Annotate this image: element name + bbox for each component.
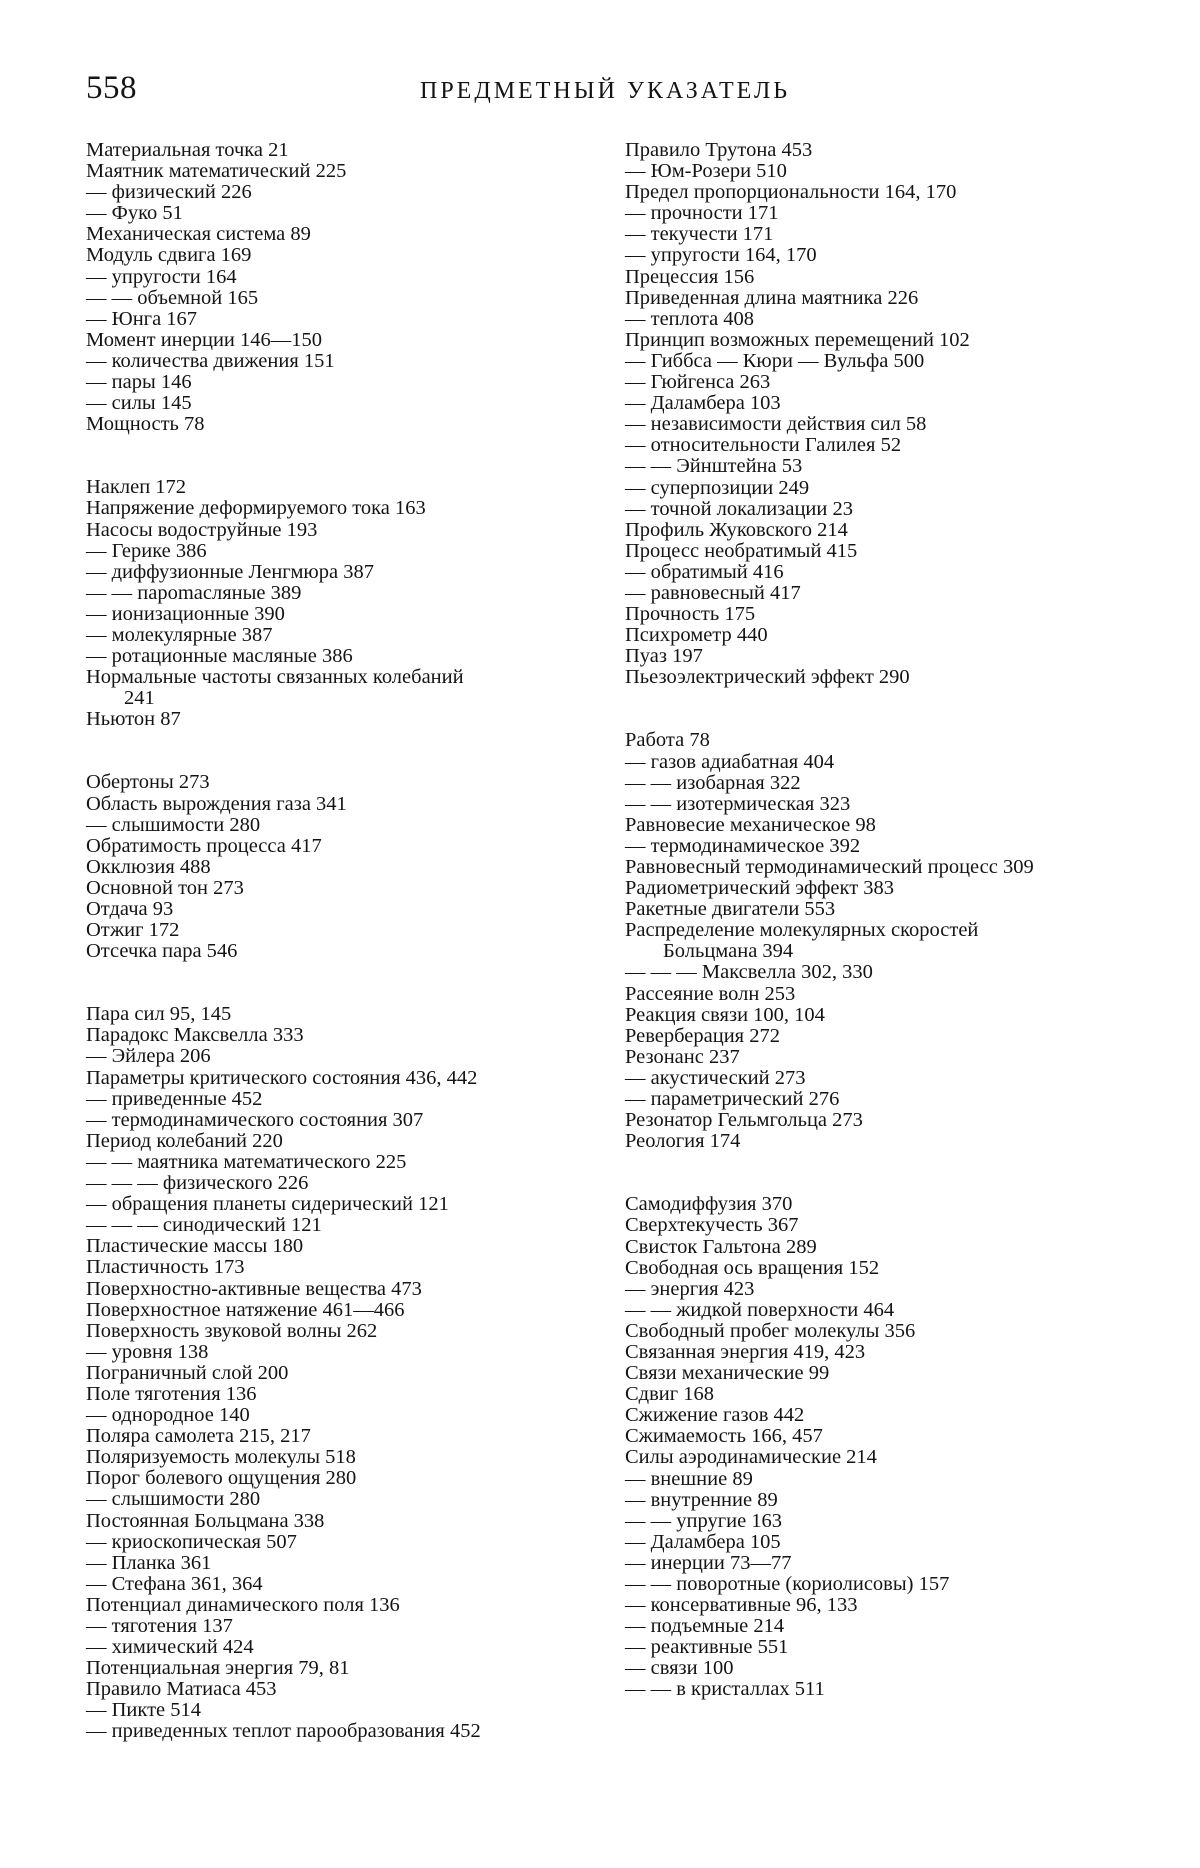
index-entry: — Даламбера 103 xyxy=(625,392,781,415)
index-entry: Пограничный слой 200 xyxy=(86,1361,289,1384)
index-entry: — — поворотные (кориолисовы) 157 xyxy=(625,1573,950,1595)
running-title: ПРЕДМЕТНЫЙ УКАЗАТЕЛЬ xyxy=(420,78,791,104)
index-entry: Сверхтекучесть 367 xyxy=(625,1214,799,1237)
index-entry: Механическая система 89 xyxy=(86,223,311,246)
index-entry: Поверхностно-активные вещества 473 xyxy=(86,1277,422,1300)
index-entry: Силы аэродинамические 214 xyxy=(625,1446,877,1469)
index-entry: Поляра самолета 215, 217 xyxy=(86,1425,311,1448)
index-entry: Парадокс Максвелла 333 xyxy=(86,1024,304,1047)
index-entry: — термодинамического состояния 307 xyxy=(86,1108,424,1131)
index-entry: Постоянная Больцмана 338 xyxy=(86,1509,325,1532)
index-entry: Отжиг 172 xyxy=(86,919,180,942)
index-entry: — упругости 164, 170 xyxy=(625,244,817,267)
index-entry: Пара сил 95, 145 xyxy=(86,1003,232,1026)
index-entry: — Юнга 167 xyxy=(86,307,198,330)
index-entry: Реакция связи 100, 104 xyxy=(625,1003,825,1026)
index-entry: Самодиффузия 370 xyxy=(625,1193,793,1216)
index-entry: — слышимости 280 xyxy=(86,813,261,836)
index-entry: — текучести 171 xyxy=(625,223,774,246)
index-entry: Период колебаний 220 xyxy=(86,1129,283,1152)
index-entry: — независимости действия сил 58 xyxy=(625,413,927,436)
index-entry: — — — Максвелла 302, 330 xyxy=(625,961,873,984)
index-entry: Обертоны 273 xyxy=(86,771,210,794)
index-entry: — диффузионные Ленгмюра 387 xyxy=(86,560,374,583)
index-entry: Нормальные частоты связанных колебаний xyxy=(86,666,464,689)
index-entry: Радиометрический эффект 383 xyxy=(625,877,895,900)
index-entry: — равновесный 417 xyxy=(625,581,801,604)
index-entry: Процесс необратимый 415 xyxy=(625,539,858,562)
index-entry: Порог болевого ощущения 280 xyxy=(86,1467,357,1490)
index-entry: — внешние 89 xyxy=(625,1467,753,1490)
index-entry: — — объемной 165 xyxy=(86,286,259,309)
index-entry: — Юм-Розери 510 xyxy=(625,160,787,183)
index-entry: — связи 100 xyxy=(625,1657,734,1680)
index-entry: Равновесный термодинамический процесс 309 xyxy=(625,856,1034,878)
index-entry: Потенциальная энергия 79, 81 xyxy=(86,1657,350,1680)
index-entry: Связанная энергия 419, 423 xyxy=(625,1340,866,1363)
index-entry: — — в кристаллах 511 xyxy=(625,1678,825,1701)
index-entry: — — жидкой поверхности 464 xyxy=(625,1298,895,1321)
index-entry: Область вырождения газа 341 xyxy=(86,792,347,815)
index-entry: Пуаз 197 xyxy=(625,645,703,668)
index-entry: Основной тон 273 xyxy=(86,876,244,899)
index-entry: Прецессия 156 xyxy=(625,265,755,288)
index-entry: — — Эйнштейна 53 xyxy=(625,455,803,478)
index-entry: Распределение молекулярных скоростей xyxy=(625,919,979,942)
index-section-o xyxy=(86,772,606,962)
index-entry: Свободная ось вращения 152 xyxy=(625,1256,880,1279)
index-entry: Ракетные двигатели 553 xyxy=(625,898,836,921)
index-entry: — Планка 361 xyxy=(86,1551,212,1574)
index-entry: — внутренние 89 xyxy=(625,1488,778,1511)
index-entry: Обратимость процесса 417 xyxy=(86,834,322,857)
index-entry: Свободный пробег молекулы 356 xyxy=(625,1319,916,1342)
index-entry: — однородное 140 xyxy=(86,1404,250,1427)
index-entry: — Фуко 51 xyxy=(86,202,183,225)
index-entry: — консервативные 96, 133 xyxy=(625,1594,858,1617)
index-entry: — относительности Галилея 52 xyxy=(625,434,902,457)
index-entry: — — изотермическая 323 xyxy=(625,792,851,815)
index-entry: — инерции 73—77 xyxy=(625,1551,792,1574)
index-entry: — уровня 138 xyxy=(86,1340,209,1363)
index-entry: — обратимый 416 xyxy=(625,560,784,583)
index-entry: — теплота 408 xyxy=(625,307,755,330)
index-section-n xyxy=(86,477,606,730)
index-entry: Пьезоэлектрический эффект 290 xyxy=(625,666,910,689)
index-entry: — ротационные масляные 386 xyxy=(86,645,353,668)
index-section-s xyxy=(625,1194,1145,1700)
index-entry: — — пароmасляные 389 xyxy=(86,581,302,604)
index-entry: Резонатор Гельмгольца 273 xyxy=(625,1109,863,1132)
index-entry: — физический 226 xyxy=(86,181,252,204)
index-entry: — реактивные 551 xyxy=(625,1636,789,1659)
left-column xyxy=(86,140,606,1743)
index-entry: Ньютон 87 xyxy=(86,708,181,731)
index-entry: — подъемные 214 xyxy=(625,1615,785,1638)
index-entry: Сжижение газов 442 xyxy=(625,1404,805,1427)
index-entry: — — — синодический 121 xyxy=(86,1214,322,1237)
index-entry: — приведенные 452 xyxy=(86,1087,263,1110)
index-entry: — ионизационные 390 xyxy=(86,602,285,625)
index-entry: Насосы водоструйные 193 xyxy=(86,518,318,541)
index-entry: — Пикте 514 xyxy=(86,1699,202,1722)
index-entry: Принцип возможных перемещений 102 xyxy=(625,328,970,351)
page-number: 558 xyxy=(86,70,137,106)
index-section-p-continued xyxy=(625,140,1145,688)
index-entry: — упругости 164 xyxy=(86,265,237,288)
index-entry: — параметрический 276 xyxy=(625,1088,840,1111)
index-entry: Правило Матиаса 453 xyxy=(86,1678,277,1701)
index-entry: Наклеп 172 xyxy=(86,476,187,499)
index-entry: Поверхностное натяжение 461—466 xyxy=(86,1298,405,1321)
index-entry: Прочность 175 xyxy=(625,603,756,626)
index-entry: — — изобарная 322 xyxy=(625,771,801,794)
index-entry: — тяготения 137 xyxy=(86,1615,233,1637)
index-entry: Приведенная длина маятника 226 xyxy=(625,286,919,309)
index-entry: Окклюзия 488 xyxy=(86,855,211,878)
index-entry: — молекулярные 387 xyxy=(86,623,273,646)
index-entry: Больцмана 394 xyxy=(663,940,794,963)
index-entry: Отсечка пара 546 xyxy=(86,940,238,963)
index-entry: Реверберация 272 xyxy=(625,1024,780,1047)
index-entry: Пластические массы 180 xyxy=(86,1235,304,1258)
index-entry: Поле тяготения 136 xyxy=(86,1382,257,1405)
index-entry: Резонанс 237 xyxy=(625,1045,740,1068)
index-entry: Реология 174 xyxy=(625,1130,741,1153)
index-entry: 241 xyxy=(124,687,155,710)
index-entry: Предел пропорциональности 164, 170 xyxy=(625,181,957,204)
index-entry: — прочности 171 xyxy=(625,202,779,225)
index-entry: Профиль Жуковского 214 xyxy=(625,518,848,541)
index-entry: — химический 424 xyxy=(86,1636,254,1659)
index-entry: — слышимости 280 xyxy=(86,1488,261,1511)
index-section-r xyxy=(625,730,1145,1152)
index-entry: Свисток Гальтона 289 xyxy=(625,1235,817,1258)
index-entry: — — упругие 163 xyxy=(625,1509,783,1532)
index-entry: — термодинамическое 392 xyxy=(625,834,861,857)
index-entry: Отдача 93 xyxy=(86,898,174,920)
index-entry: — криоскопическая 507 xyxy=(86,1530,297,1553)
index-entry: — обращения планеты сидерический 121 xyxy=(86,1193,449,1216)
index-entry: — Эйлера 206 xyxy=(86,1045,211,1068)
index-entry: — — — физического 226 xyxy=(86,1172,309,1195)
index-entry: Равновесие механическое 98 xyxy=(625,813,876,836)
index-entry: — Стефана 361, 364 xyxy=(86,1572,263,1595)
index-entry: Психрометр 440 xyxy=(625,624,768,647)
index-entry: Работа 78 xyxy=(625,729,710,752)
index-entry: — энергия 423 xyxy=(625,1277,755,1300)
index-entry: — Гиббса — Кюри — Вульфа 500 xyxy=(625,349,925,372)
index-entry: Сдвиг 168 xyxy=(625,1383,715,1406)
index-section-m xyxy=(86,140,606,435)
index-entry: — точной локализации 23 xyxy=(625,497,854,520)
index-entry: — газов адиабатная 404 xyxy=(625,750,835,773)
index-entry: Потенциал динамического поля 136 xyxy=(86,1593,400,1616)
index-entry: — приведенных теплот парообразования 452 xyxy=(86,1720,481,1743)
index-entry: Сжимаемость 166, 457 xyxy=(625,1425,823,1448)
index-entry: Момент инерции 146—150 xyxy=(86,328,323,351)
index-entry: Рассеяние волн 253 xyxy=(625,982,796,1005)
index-entry: Напряжение деформируемого тока 163 xyxy=(86,497,426,520)
index-entry: Маятник математический 225 xyxy=(86,160,347,183)
index-entry: — — маятника математического 225 xyxy=(86,1150,407,1173)
index-entry: — Гюйгенса 263 xyxy=(625,371,771,394)
index-entry: Пластичность 173 xyxy=(86,1256,245,1279)
index-entry: — суперпозиции 249 xyxy=(625,476,810,499)
page-header xyxy=(0,70,1200,110)
index-entry: Параметры критического состояния 436, 442 xyxy=(86,1066,478,1089)
index-entry: Мощность 78 xyxy=(86,413,205,436)
index-entry: Связи механические 99 xyxy=(625,1362,830,1385)
index-section-p xyxy=(86,1004,606,1742)
index-entry: Поверхность звуковой волны 262 xyxy=(86,1319,378,1342)
index-entry: — акустический 273 xyxy=(625,1066,806,1089)
index-entry: Модуль сдвига 169 xyxy=(86,244,252,267)
index-entry: Материальная точка 21 xyxy=(86,139,289,161)
index-entry: Правило Трутона 453 xyxy=(625,139,813,161)
index-entry: — силы 145 xyxy=(86,392,192,415)
index-entry: — Даламбера 105 xyxy=(625,1530,781,1553)
index-entry: — пары 146 xyxy=(86,371,192,394)
index-entry: — Герике 386 xyxy=(86,539,207,562)
index-entry: Поляризуемость молекулы 518 xyxy=(86,1446,356,1469)
index-entry: — количества движения 151 xyxy=(86,349,335,372)
right-column xyxy=(625,140,1145,1701)
